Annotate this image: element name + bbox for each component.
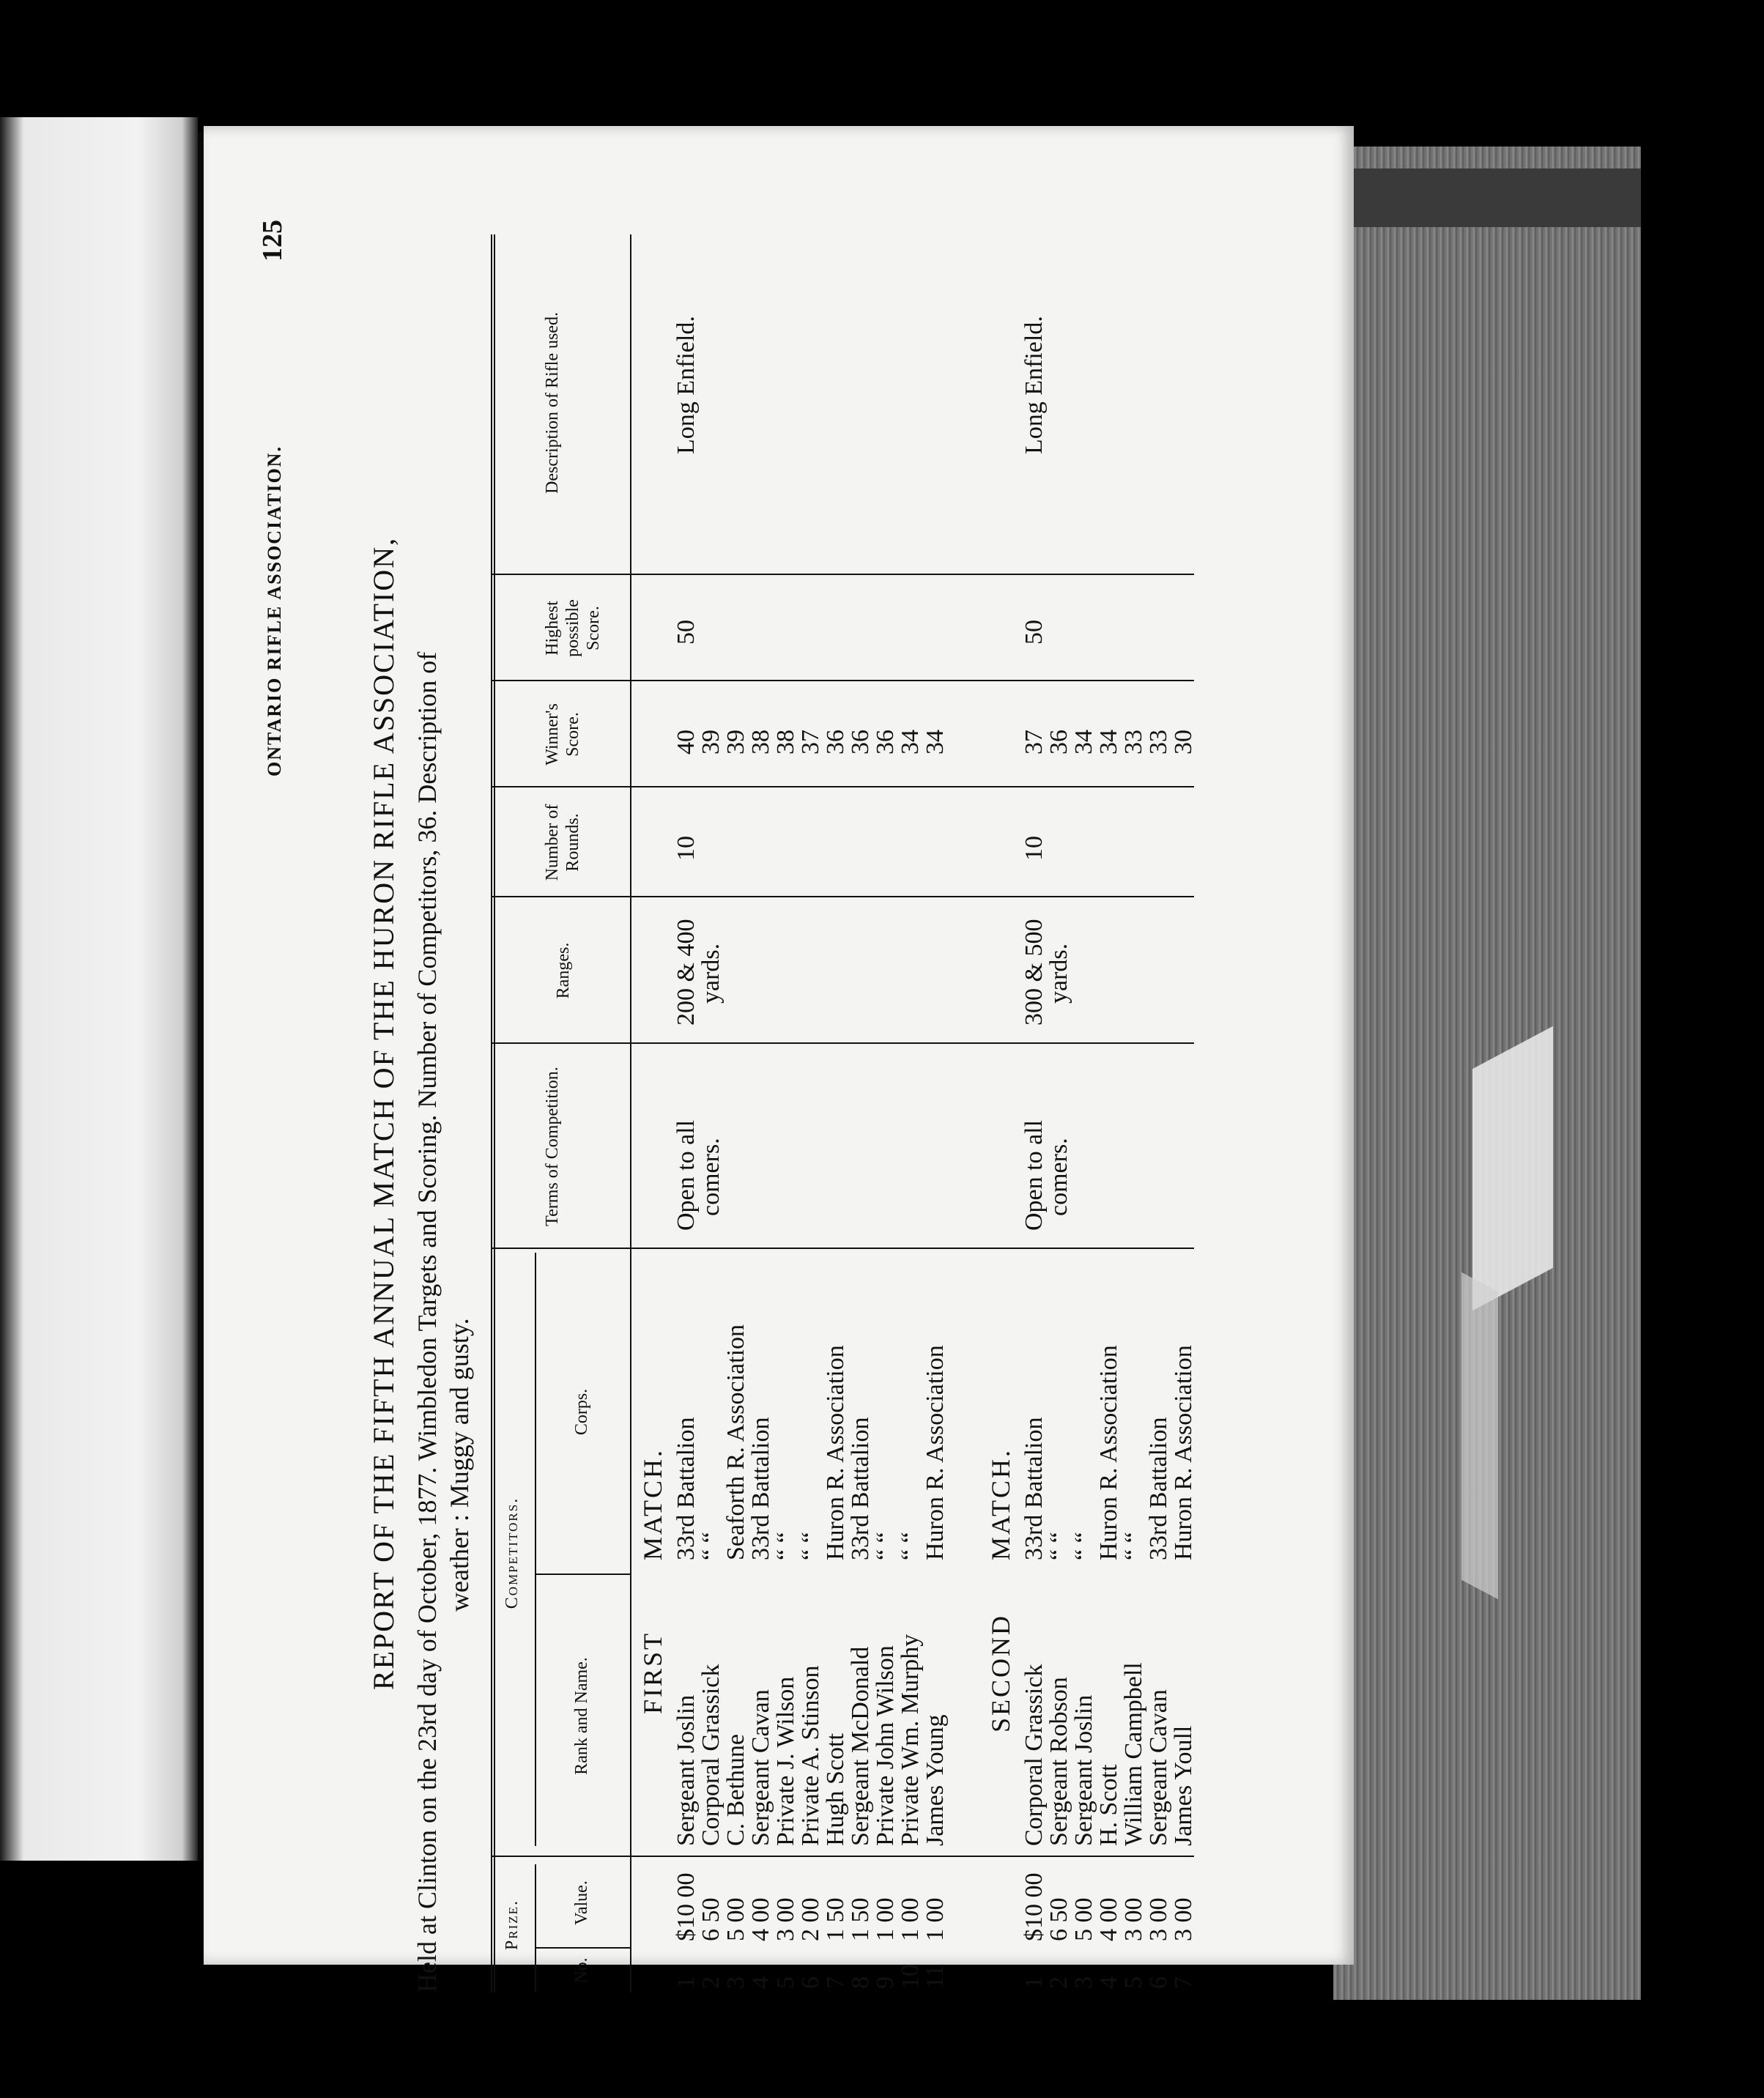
winners-score: 36	[1045, 730, 1072, 755]
table-top-rule	[491, 234, 495, 1993]
winners-score: 34	[897, 730, 924, 755]
competitor-name: Hugh Scott	[822, 1733, 849, 1846]
col-rule-rounds	[491, 786, 1194, 787]
prize-no: 2	[1045, 1976, 1072, 1989]
winners-score: 36	[822, 730, 849, 755]
winners-score: 33	[1145, 730, 1172, 755]
competitor-corps: “ “	[1045, 1532, 1072, 1560]
winners-score: 39	[722, 730, 749, 755]
second-match-label-left: SECOND	[986, 1613, 1015, 1732]
prize-no: 4	[747, 1976, 774, 1989]
first-match-label-left: FIRST	[638, 1631, 667, 1714]
competitor-corps: 33rd Battalion	[847, 1417, 874, 1560]
competitor-name: Private A. Stinson	[797, 1665, 824, 1846]
col-rule-value	[491, 1856, 1194, 1857]
second-match-terms-2: comers.	[1045, 1138, 1072, 1216]
winners-score: 36	[872, 730, 899, 755]
prize-value: 1 00	[897, 1897, 924, 1941]
header-rank-name: Rank and Name.	[572, 1657, 591, 1775]
competitor-corps: Huron R. Association	[922, 1345, 949, 1560]
prize-value: 1 00	[872, 1897, 899, 1941]
prize-value: 6 50	[1045, 1897, 1072, 1941]
first-match-rounds: 10	[672, 836, 700, 861]
col-rule-highest	[491, 574, 1194, 575]
col-rule-ranges	[491, 896, 1194, 897]
header-winners-score: Winner's Score.	[543, 703, 582, 766]
competitor-name: James Youll	[1170, 1725, 1197, 1846]
winners-score: 30	[1170, 730, 1197, 755]
competitor-corps: Huron R. Association	[1170, 1345, 1197, 1560]
prize-value: $10 00	[672, 1872, 700, 1941]
prize-no: 4	[1095, 1976, 1122, 1989]
prize-value: 3 00	[1120, 1897, 1147, 1941]
second-match-rifle: Long Enfield.	[1020, 316, 1048, 454]
page-block-shadow	[1341, 168, 1641, 227]
winners-score: 33	[1120, 730, 1147, 755]
prize-no: 6	[1145, 1976, 1172, 1989]
rotated-page-content	[257, 205, 1245, 2022]
prize-no: 10	[897, 1964, 924, 1989]
prize-value: 5 00	[1070, 1897, 1097, 1941]
prize-no: 11	[922, 1965, 949, 1989]
second-match-rounds: 10	[1020, 836, 1048, 861]
winners-score: 36	[847, 730, 874, 755]
paper-tab-shadow	[1461, 1272, 1498, 1600]
running-head-title: ONTARIO RIFLE ASSOCIATION.	[264, 445, 285, 776]
header-ranges: Ranges.	[554, 942, 573, 999]
first-match-ranges-1: 200 & 400	[672, 919, 700, 1026]
prize-value: 2 00	[797, 1897, 824, 1941]
competitor-name: Sergeant Robson	[1045, 1677, 1072, 1846]
report-subtitle-line1: Held at Clinton on the 23rd day of October, 1877. Wimbledon Targets and Scoring. Number of Competitors, 36. Description of	[412, 651, 442, 1993]
header-competitors: Competitors.	[503, 1497, 522, 1609]
winners-score: 38	[772, 730, 799, 755]
first-match-terms-2: comers.	[697, 1138, 724, 1216]
competitor-name: William Campbell	[1120, 1662, 1147, 1846]
prize-sub-rule	[535, 1864, 536, 1993]
winners-score: 38	[747, 730, 774, 755]
report-title: REPORT OF THE FIFTH ANNUAL MATCH OF THE HURON RIFLE ASSOCIATION,	[367, 536, 400, 1691]
prize-no: 3	[1070, 1976, 1097, 1989]
competitor-name: C. Bethune	[722, 1734, 749, 1846]
competitor-corps: “ “	[697, 1532, 724, 1560]
competitor-name: Corporal Grassick	[697, 1664, 724, 1846]
prize-no: 5	[772, 1976, 799, 1989]
header-rounds: Number of Rounds.	[543, 804, 582, 881]
prize-no: 5	[1120, 1976, 1147, 1989]
competitor-corps: “ “	[772, 1532, 799, 1560]
competitor-name: Sergeant Cavan	[1145, 1689, 1172, 1846]
competitor-name: Sergeant Cavan	[747, 1689, 774, 1846]
prize-value: 3 00	[1145, 1897, 1172, 1941]
header-bottom-rule	[630, 234, 631, 1993]
running-head	[256, 220, 300, 776]
competitor-name: Sergeant Joslin	[672, 1694, 700, 1846]
competitor-name: H. Scott	[1095, 1764, 1122, 1846]
second-match-ranges-2: yards.	[1045, 943, 1072, 1004]
col-rule-corps	[491, 1248, 1194, 1249]
col-rule-terms	[491, 1042, 1194, 1044]
prize-value: 1 50	[822, 1897, 849, 1941]
competitor-corps: “ “	[797, 1532, 824, 1560]
competitor-corps: “ “	[1120, 1532, 1147, 1560]
competitor-corps: 33rd Battalion	[1145, 1417, 1172, 1560]
paper-tab	[1472, 1026, 1553, 1311]
winners-score: 39	[697, 730, 724, 755]
prize-value: 1 00	[922, 1897, 949, 1941]
competitor-corps: Huron R. Association	[822, 1345, 849, 1560]
header-rifle: Description of Rifle used.	[543, 312, 562, 494]
prize-value: $10 00	[1020, 1872, 1048, 1941]
competitor-name: Sergeant Joslin	[1070, 1694, 1097, 1846]
competitor-corps: “ “	[1070, 1532, 1097, 1560]
report-heading	[366, 220, 475, 2007]
prize-no: 3	[722, 1976, 749, 1989]
winners-score: 37	[1020, 730, 1048, 755]
competitor-corps: Huron R. Association	[1095, 1345, 1122, 1560]
prize-no: 6	[797, 1976, 824, 1989]
second-match-highest: 50	[1020, 620, 1048, 645]
competitor-corps: “ “	[872, 1532, 899, 1560]
report-subtitle	[411, 220, 475, 2007]
page-number: 125	[257, 220, 288, 262]
second-match-ranges-1: 300 & 500	[1020, 919, 1048, 1026]
prize-no: 9	[872, 1976, 899, 1989]
prize-value: 1 50	[847, 1897, 874, 1941]
prize-no: 8	[847, 1976, 874, 1989]
winners-score: 34	[922, 730, 949, 755]
competitor-name: Private J. Wilson	[772, 1676, 799, 1846]
prize-value: 3 00	[1170, 1897, 1197, 1941]
competitor-name: James Young	[922, 1714, 949, 1846]
header-highest-score: Highest possible Score.	[543, 599, 603, 657]
prize-value: 4 00	[747, 1897, 774, 1941]
prize-no: 1	[1020, 1976, 1048, 1989]
header-value: Value.	[572, 1880, 591, 1925]
left-page-edge	[0, 117, 198, 1861]
competitor-corps: Seaforth R. Association	[722, 1324, 749, 1560]
prize-no: 1	[672, 1976, 700, 1989]
prize-no: 7	[1170, 1976, 1197, 1989]
competitors-sub-rule	[535, 1253, 536, 1846]
first-match-rifle: Long Enfield.	[672, 316, 700, 454]
competitor-name: Private Wm. Murphy	[897, 1634, 924, 1846]
competitor-corps: “ “	[897, 1532, 924, 1560]
competitor-corps: 33rd Battalion	[672, 1417, 700, 1560]
prize-no: 7	[822, 1976, 849, 1989]
first-match-highest: 50	[672, 620, 700, 645]
report-subtitle-line2: weather : Muggy and gusty.	[445, 1318, 474, 1612]
header-corps: Corps.	[572, 1388, 591, 1436]
competitor-corps: 33rd Battalion	[1020, 1417, 1048, 1560]
competitor-corps: 33rd Battalion	[747, 1417, 774, 1560]
winners-score: 40	[672, 730, 700, 755]
second-match-label-right: MATCH.	[986, 1448, 1015, 1560]
winners-score: 34	[1095, 730, 1122, 755]
prize-value: 4 00	[1095, 1897, 1122, 1941]
prize-value: 6 50	[697, 1897, 724, 1941]
second-match-terms-1: Open to all	[1020, 1119, 1048, 1231]
first-match-terms-1: Open to all	[672, 1119, 700, 1231]
results-table	[491, 234, 1223, 1993]
prize-value: 3 00	[772, 1897, 799, 1941]
first-match-label-right: MATCH.	[638, 1448, 667, 1560]
col-rule-score	[491, 680, 1194, 681]
prize-no: 2	[697, 1976, 724, 1989]
winners-score: 37	[797, 730, 824, 755]
first-match-ranges-2: yards.	[697, 943, 724, 1004]
competitor-name: Sergeant McDonald	[847, 1646, 874, 1846]
header-no: No.	[572, 1957, 591, 1984]
prize-value: 5 00	[722, 1897, 749, 1941]
competitor-name: Private John Wilson	[872, 1645, 899, 1846]
header-terms: Terms of Competition.	[543, 1067, 562, 1226]
competitor-name: Corporal Grassick	[1020, 1664, 1048, 1846]
winners-score: 34	[1070, 730, 1097, 755]
header-prize: Prize.	[503, 1899, 522, 1951]
